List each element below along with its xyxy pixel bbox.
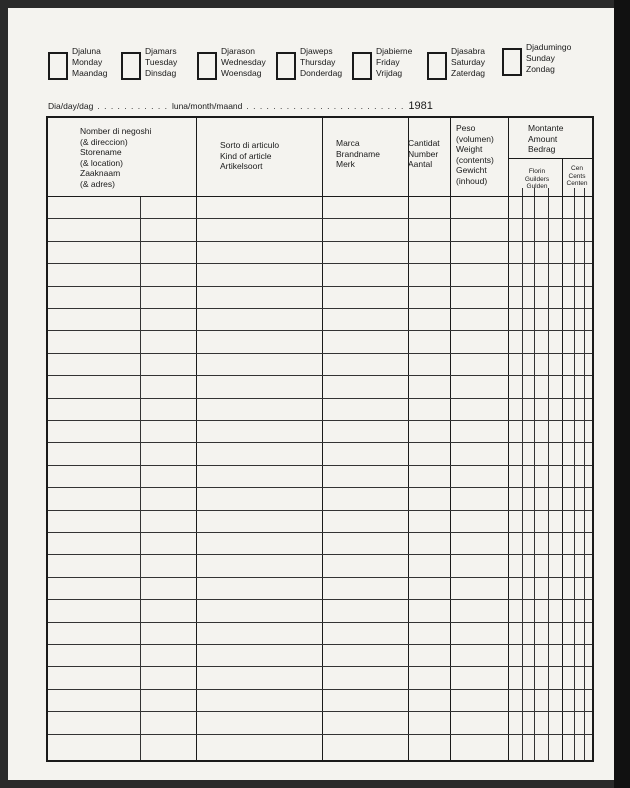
day-name-english: Friday — [376, 57, 400, 67]
header-line: Peso — [456, 123, 476, 133]
header-line: Artikelsoort — [220, 161, 263, 171]
month-label: luna/month/maand — [171, 101, 243, 111]
day-name-english: Wednesday — [221, 57, 266, 67]
header-line: Gulden — [526, 183, 548, 190]
header-line: Montante — [528, 123, 564, 133]
day-name-papiamento: Djaweps — [300, 46, 333, 56]
day-checkbox[interactable] — [121, 52, 141, 80]
header-line: Bedrag — [528, 144, 556, 154]
day-name-dutch: Maandag — [72, 68, 108, 78]
header-store — [80, 126, 151, 189]
day-name-english: Tuesday — [145, 57, 178, 67]
header-line: (& direccion) — [80, 136, 128, 147]
column-divider — [562, 158, 563, 760]
day-names — [300, 46, 342, 79]
header-line: Cen — [571, 165, 583, 172]
day-names — [526, 42, 571, 75]
day-name-english: Saturday — [451, 57, 486, 67]
day-checkbox[interactable] — [427, 52, 447, 80]
header-line: Kind of article — [220, 150, 272, 161]
column-divider — [584, 188, 585, 760]
row-divider — [48, 644, 592, 645]
header-line: (& adres) — [80, 178, 115, 189]
scan-edge — [614, 0, 630, 788]
day-name-dutch: Donderdag — [300, 68, 343, 78]
row-divider — [48, 420, 592, 421]
header-line: (contents) — [456, 154, 494, 165]
header-line: Aantal — [408, 159, 433, 169]
row-divider — [48, 666, 592, 667]
column-divider — [450, 118, 451, 760]
day-names — [72, 46, 107, 79]
row-divider — [48, 353, 592, 354]
day-names — [376, 46, 412, 79]
header-weight — [456, 123, 494, 186]
day-checkbox[interactable] — [197, 52, 217, 80]
column-divider — [408, 118, 409, 760]
header-line: Gewicht — [456, 165, 487, 175]
row-divider — [48, 241, 592, 242]
row-divider — [48, 330, 592, 331]
header-line: Cents — [568, 172, 586, 180]
ledger-table — [46, 116, 594, 762]
header-line: (volumen) — [456, 133, 494, 144]
row-divider — [48, 286, 592, 287]
day-names — [145, 46, 177, 79]
header-amount — [528, 123, 563, 155]
form-page — [8, 8, 614, 780]
day-fill-dots[interactable]: . . . . . . . . . . . — [97, 101, 168, 111]
column-divider — [574, 188, 575, 760]
column-divider — [522, 188, 523, 760]
day-option-tuesday[interactable] — [121, 46, 177, 80]
day-name-papiamento: Djarason — [221, 46, 256, 56]
month-fill-dots[interactable]: . . . . . . . . . . . . . . . . . . . . . . . . — [246, 101, 405, 111]
row-divider — [48, 308, 592, 309]
header-divider — [48, 196, 592, 197]
day-label: Dia/day/dag — [48, 101, 94, 111]
row-divider — [48, 532, 592, 533]
day-names — [221, 46, 266, 79]
day-name-english: Monday — [72, 57, 103, 67]
day-name-papiamento: Djadumingo — [526, 42, 572, 52]
day-name-english: Sunday — [526, 53, 555, 63]
day-option-thursday[interactable] — [276, 46, 342, 80]
row-divider — [48, 599, 592, 600]
day-name-dutch: Woensdag — [221, 68, 262, 78]
header-line: Number — [408, 148, 439, 159]
day-checkbox[interactable] — [352, 52, 372, 80]
row-divider — [48, 622, 592, 623]
column-divider — [534, 188, 535, 760]
column-divider — [508, 118, 509, 760]
date-line — [48, 100, 433, 112]
header-line: (inhoud) — [456, 175, 488, 186]
row-divider — [48, 577, 592, 578]
day-option-monday[interactable] — [48, 46, 107, 80]
header-line: Brandname — [336, 148, 380, 159]
column-divider — [196, 118, 197, 760]
row-divider — [48, 398, 592, 399]
row-divider — [48, 442, 592, 443]
header-line: Weight — [456, 144, 483, 154]
header-cents — [562, 165, 592, 188]
day-name-papiamento: Djabierne — [376, 46, 413, 56]
header-line: Guilders — [524, 175, 550, 183]
year-value: 1981 — [408, 100, 433, 112]
header-article — [220, 140, 279, 172]
header-line: Marca — [336, 138, 360, 148]
row-divider — [48, 487, 592, 488]
header-line: Amount — [528, 133, 558, 144]
day-names — [451, 46, 485, 79]
column-divider — [140, 196, 141, 760]
header-line: Sorto di articulo — [220, 140, 280, 150]
header-brand — [336, 138, 380, 170]
header-divider — [508, 158, 592, 159]
day-name-dutch: Vrijdag — [376, 68, 403, 78]
row-divider — [48, 510, 592, 511]
day-name-papiamento: Djaluna — [72, 46, 101, 56]
column-divider — [322, 118, 323, 760]
row-divider — [48, 218, 592, 219]
header-line: Centen — [566, 180, 588, 187]
header-line: (& location) — [80, 157, 123, 168]
day-option-wednesday[interactable] — [197, 46, 266, 80]
header-line: Storename — [80, 147, 122, 157]
header-line: Zaaknaam — [80, 168, 121, 178]
day-name-dutch: Zaterdag — [451, 68, 486, 78]
column-divider — [548, 188, 549, 760]
day-name-english: Thursday — [300, 57, 336, 67]
header-line: Florin — [528, 168, 546, 175]
header-line: Nomber di negoshi — [80, 126, 152, 136]
day-name-dutch: Dinsdag — [145, 68, 177, 78]
day-checkbox[interactable] — [48, 52, 68, 80]
day-option-friday[interactable] — [352, 46, 412, 80]
day-option-sunday[interactable] — [502, 42, 571, 76]
day-name-papiamento: Djamars — [145, 46, 177, 56]
day-checkbox[interactable] — [276, 52, 296, 80]
day-checkbox[interactable] — [502, 48, 522, 76]
day-name-papiamento: Djasabra — [451, 46, 486, 56]
row-divider — [48, 375, 592, 376]
header-line: Cantidat — [408, 138, 440, 148]
row-divider — [48, 465, 592, 466]
header-quantity — [408, 138, 440, 170]
row-divider — [48, 263, 592, 264]
day-option-saturday[interactable] — [427, 46, 485, 80]
row-divider — [48, 689, 592, 690]
row-divider — [48, 734, 592, 735]
day-name-dutch: Zondag — [526, 64, 555, 74]
header-line: Merk — [336, 159, 355, 169]
row-divider — [48, 554, 592, 555]
row-divider — [48, 711, 592, 712]
